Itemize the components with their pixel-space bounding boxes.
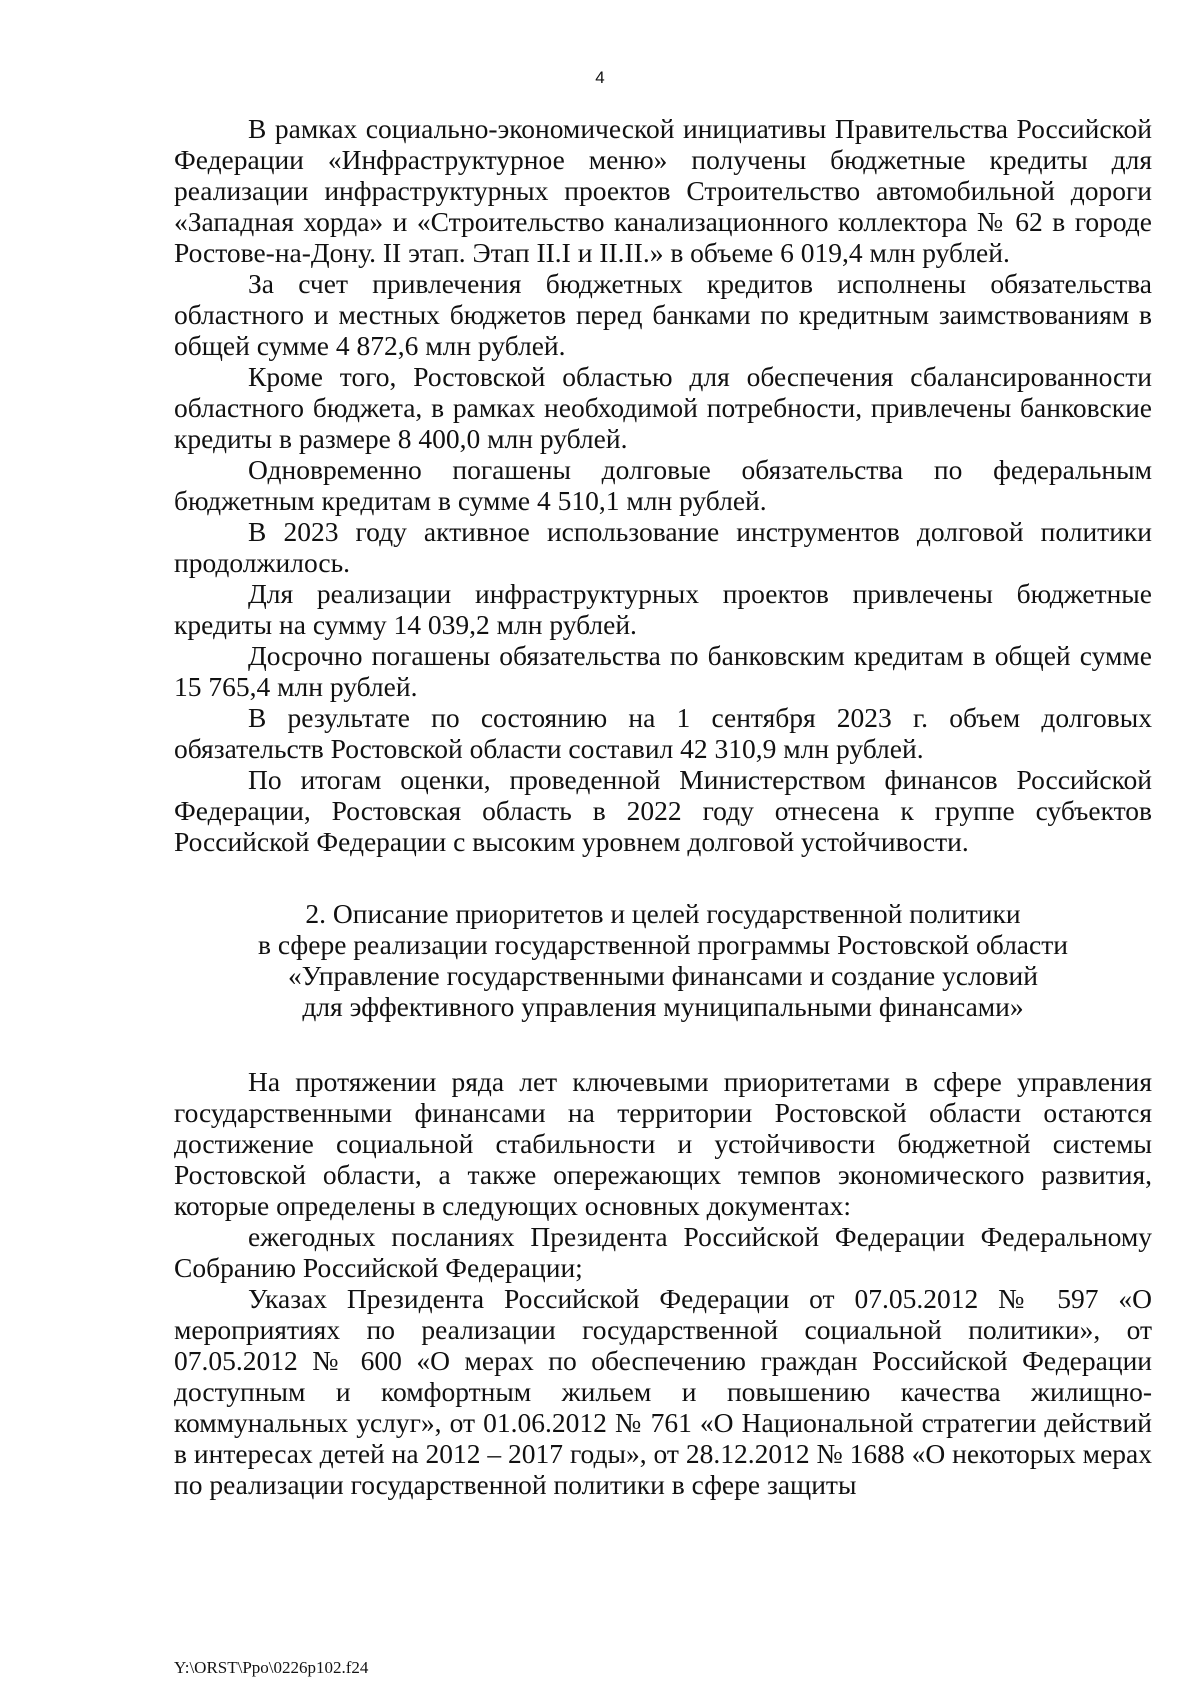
section-heading-line: в сфере реализации государственной программы Ростовской области: [258, 929, 1068, 960]
document-body: [174, 113, 1152, 1500]
paragraph-obligations-repaid: За счет привлечения бюджетных кредитов исполнены обязательства областного и местных бюджетов перед банками по кредитным заимствованиям в общей сумме 4 872,6 млн рублей.: [174, 268, 1152, 361]
paragraph-debt-sustainability: По итогам оценки, проведенной Министерством финансов Российской Федерации, Ростовская область в 2022 году отнесена к группе субъектов Российской Федерации с высоким уровнем долговой устойчивости.: [174, 764, 1152, 857]
paragraph-presidential-addresses: ежегодных посланиях Президента Российской Федерации Федеральному Собранию Российской Федерации;: [174, 1221, 1152, 1283]
paragraph-debt-volume: В результате по состоянию на 1 сентября 2023 г. объем долговых обязательств Ростовской области составил 42 310,9 млн рублей.: [174, 702, 1152, 764]
file-path-footer: Y:\ORST\Ppo\0226p102.f24: [174, 1658, 369, 1677]
paragraph-early-repayment: Досрочно погашены обязательства по банковским кредитам в общей сумме 15 765,4 млн рублей.: [174, 640, 1152, 702]
paragraph-priorities: На протяжении ряда лет ключевыми приоритетами в сфере управления государственными финансами на территории Ростовской области остаются достижение социальной стабильности и устойчивости бюджетной системы Ростовской области, а также опережающих темпов экономического развития, которые определены в следующих основных документах:: [174, 1066, 1152, 1221]
page-number: 4: [595, 68, 605, 87]
paragraph-presidential-decrees: Указах Президента Российской Федерации от 07.05.2012 № 597 «О мероприятиях по реализации государственной социальной политики», от 07.05.2012 № 600 «О мерах по обеспечению граждан Российской Федерации доступным и комфортным жильем и повышению качества жилищно-коммунальных услуг», от 01.06.2012 № 761 «О Национальной стратегии действий в интересах детей на 2012 – 2017 годы», от 28.12.2012 № 1688 «О некоторых мерах по реализации государственной политики в сфере защиты: [174, 1283, 1152, 1500]
paragraph-2023-debt-policy: В 2023 году активное использование инструментов долговой политики продолжилось.: [174, 516, 1152, 578]
section-heading-line: 2. Описание приоритетов и целей государственной политики: [305, 898, 1021, 929]
section-heading: [174, 898, 1152, 1022]
paragraph-infrastructure-credits-2023: Для реализации инфраструктурных проектов привлечены бюджетные кредиты на сумму 14 039,2 млн рублей.: [174, 578, 1152, 640]
paragraph-federal-credits-repaid: Одновременно погашены долговые обязательства по федеральным бюджетным кредитам в сумме 4 510,1 млн рублей.: [174, 454, 1152, 516]
paragraph-infrastructure-menu: В рамках социально-экономической инициативы Правительства Российской Федерации «Инфраструктурное меню» получены бюджетные кредиты для реализации инфраструктурных проектов Строительство автомобильной дороги «Западная хорда» и «Строительство канализационного коллектора № 62 в городе Ростове-на-Дону. II этап. Этап II.I и II.II.» в объеме 6 019,4 млн рублей.: [174, 113, 1152, 268]
section-heading-line: «Управление государственными финансами и создание условий: [288, 960, 1038, 991]
paragraph-bank-credits: Кроме того, Ростовской областью для обеспечения сбалансированности областного бюджета, в рамках необходимой потребности, привлечены банковские кредиты в размере 8 400,0 млн рублей.: [174, 361, 1152, 454]
section-heading-line: для эффективного управления муниципальными финансами»: [302, 991, 1024, 1022]
